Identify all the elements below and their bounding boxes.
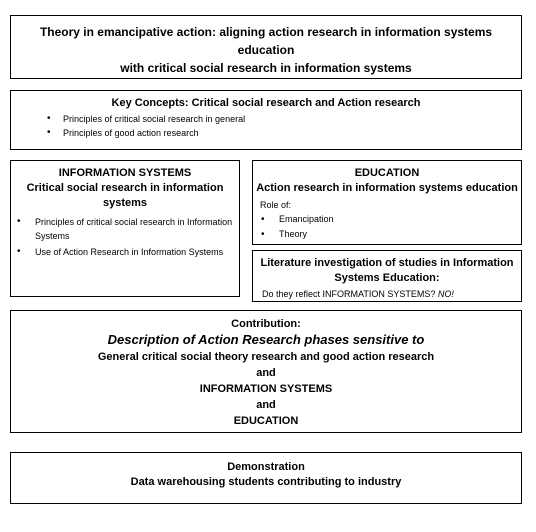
role-label: Role of: [260, 200, 292, 210]
list-item: • Principles of critical social research in Information Systems [13, 215, 239, 243]
demonstration-heading: Demonstration [227, 461, 305, 473]
education-subheading: Action research in information systems education [256, 182, 518, 194]
list-item: • Use of Action Research in Information Systems [13, 245, 239, 259]
literature-box [252, 250, 522, 302]
information-systems-list [13, 215, 239, 259]
contribution-and-2: and [256, 399, 276, 411]
literature-answer: NO! [437, 289, 454, 299]
key-concepts-list [43, 112, 521, 140]
literature-question-line [253, 287, 521, 301]
list-item: • Theory [257, 227, 521, 242]
information-systems-heading: INFORMATION SYSTEMS [58, 167, 192, 179]
title-box [10, 15, 522, 79]
contribution-line-1: General critical social theory research and good action research [97, 351, 435, 363]
list-item: • Principles of good action research [43, 126, 521, 140]
list-item: • Emancipation [257, 212, 521, 227]
contribution-and-1: and [256, 367, 276, 379]
education-heading: EDUCATION [354, 167, 420, 179]
demonstration-box [10, 452, 522, 504]
key-concepts-heading: Key Concepts: Critical social research and Action research [111, 97, 421, 109]
contribution-line-2: INFORMATION SYSTEMS [199, 383, 333, 395]
title-line-2: with critical social research in information systems [120, 61, 412, 75]
education-list [257, 212, 521, 242]
contribution-line-3: EDUCATION [233, 415, 299, 427]
title-line-1: Theory in emancipative action: aligning action research in information systems education [39, 25, 493, 57]
education-box [252, 160, 522, 245]
contribution-box [10, 310, 522, 433]
key-concepts-box [10, 90, 522, 150]
contribution-heading: Contribution: [231, 318, 301, 330]
information-systems-subheading: Critical social research in information systems [26, 182, 224, 209]
contribution-description: Description of Action Research phases sensitive to [107, 332, 425, 347]
demonstration-text: Data warehousing students contributing to industry [130, 476, 402, 488]
information-systems-box [10, 160, 240, 297]
literature-heading: Literature investigation of studies in Information Systems Education: [260, 257, 514, 284]
literature-question: Do they reflect INFORMATION SYSTEMS? [262, 289, 436, 299]
list-item: • Principles of critical social research in general [43, 112, 521, 126]
